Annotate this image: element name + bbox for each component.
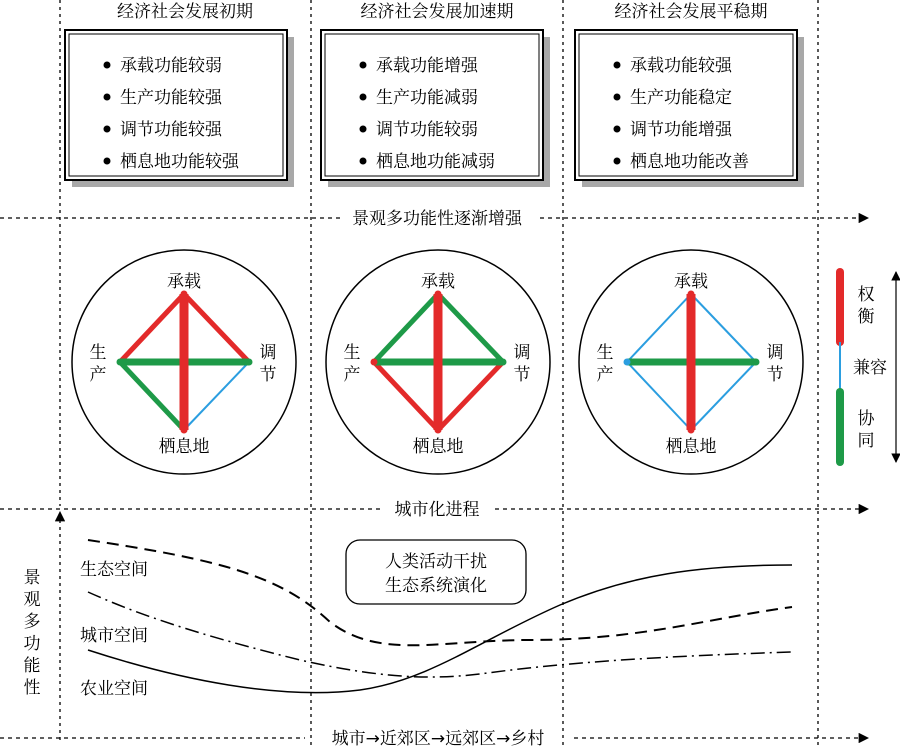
y-axis-label-1: 景 <box>23 568 41 588</box>
legend-synergy-label-1: 协 <box>857 409 875 429</box>
period-1-item-1: 承载功能较弱 <box>120 56 222 76</box>
node-label-regulation-1: 调 <box>513 343 531 363</box>
node-label-production-2: 产 <box>89 365 107 385</box>
period-3-item-3: 调节功能增强 <box>630 120 732 140</box>
legend-tradeoff-label-1: 权 <box>857 285 875 305</box>
node-label-habitat: 栖息地 <box>158 437 210 457</box>
node-label-regulation-2: 节 <box>259 365 277 385</box>
period-title-2: 经济社会发展加速期 <box>360 2 514 22</box>
node-label-regulation-1: 调 <box>766 343 784 363</box>
agricultural-space-label: 农业空间 <box>80 679 148 699</box>
y-axis-label-3: 多 <box>23 612 41 632</box>
multifunctionality-label: 景观多功能性逐渐增强 <box>352 209 522 229</box>
y-axis-label-5: 能 <box>23 656 41 676</box>
node-label-production-1: 生 <box>343 343 361 363</box>
period-box-1 <box>65 30 294 187</box>
legend-synergy-label-2: 同 <box>857 431 875 451</box>
period-3-item-1: 承载功能较强 <box>630 56 732 76</box>
y-axis-label-4: 功 <box>23 634 41 654</box>
urbanization-arrow <box>0 500 868 520</box>
human-activity-label: 人类活动干扰 <box>385 552 487 572</box>
urbanization-label: 城市化进程 <box>394 500 480 520</box>
legend <box>840 272 896 462</box>
legend-tradeoff-label-2: 衡 <box>857 307 875 327</box>
interaction-circle-3 <box>579 250 803 474</box>
interaction-circle-2 <box>326 250 550 474</box>
interaction-circle-1 <box>72 250 296 474</box>
node-label-production-2: 产 <box>596 365 614 385</box>
x-axis-label: 城市→近郊区→远郊区→乡村 <box>331 729 545 749</box>
y-axis-label-6: 性 <box>23 678 41 698</box>
period-box-3 <box>575 30 804 187</box>
bottom-panel <box>0 512 868 749</box>
node-label-habitat: 栖息地 <box>412 437 464 457</box>
node-label-regulation-2: 节 <box>766 365 784 385</box>
period-2-item-1: 承载功能增强 <box>376 56 478 76</box>
node-label-carrying: 承载 <box>674 272 708 292</box>
ecosystem-evolution-label: 生态系统演化 <box>385 576 487 596</box>
node-label-production-1: 生 <box>89 343 107 363</box>
period-title-1: 经济社会发展初期 <box>117 2 253 22</box>
urban-space-label: 城市空间 <box>80 626 148 646</box>
y-axis-label-2: 观 <box>23 590 41 610</box>
period-1-item-4: 栖息地功能较强 <box>120 152 239 172</box>
node-label-carrying: 承载 <box>167 272 201 292</box>
period-2-item-2: 生产功能减弱 <box>376 88 478 108</box>
period-2-item-4: 栖息地功能减弱 <box>376 152 495 172</box>
period-2-item-3: 调节功能较弱 <box>376 120 478 140</box>
period-3-item-2: 生产功能稳定 <box>630 88 732 108</box>
multifunctionality-arrow <box>0 209 868 229</box>
period-box-2 <box>321 30 550 187</box>
node-label-production-1: 生 <box>596 343 614 363</box>
node-label-habitat: 栖息地 <box>665 437 717 457</box>
period-title-3: 经济社会发展平稳期 <box>614 2 768 22</box>
node-label-regulation-2: 节 <box>513 365 531 385</box>
node-label-carrying: 承载 <box>421 272 455 292</box>
legend-compatible-label: 兼容 <box>853 358 887 378</box>
period-3-item-4: 栖息地功能改善 <box>630 152 749 172</box>
node-label-production-2: 产 <box>343 365 361 385</box>
ecological-space-label: 生态空间 <box>80 560 148 580</box>
node-label-regulation-1: 调 <box>259 343 277 363</box>
period-1-item-2: 生产功能较强 <box>120 88 222 108</box>
period-1-item-3: 调节功能较强 <box>120 120 222 140</box>
